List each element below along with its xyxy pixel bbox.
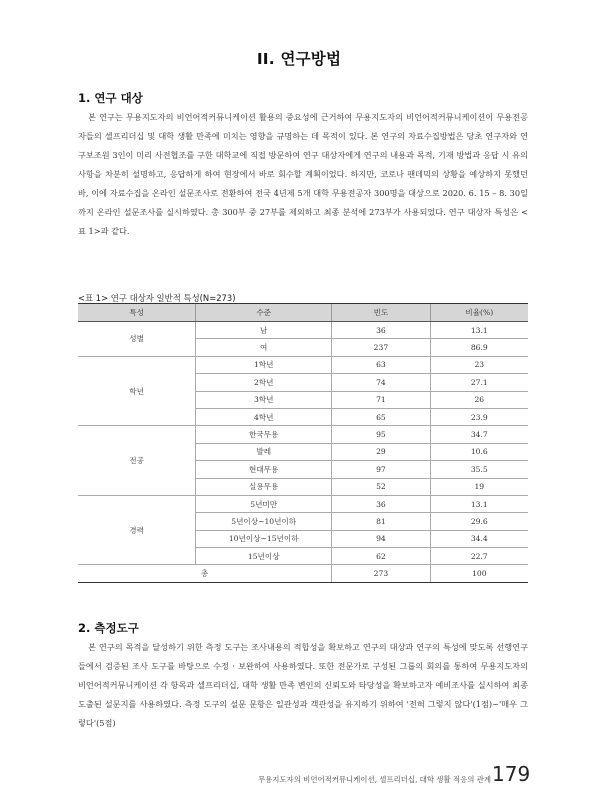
group-experience: 경력 [78, 495, 196, 565]
table-row [78, 426, 528, 443]
percentage-cell: 13.1 [430, 322, 528, 339]
level-cell: 현대무용 [196, 461, 332, 478]
level-cell: 5년이상~10년이하 [196, 513, 332, 530]
section-heading-measurement-tools: 2. 측정도구 [78, 621, 139, 635]
percentage-cell: 86.9 [430, 339, 528, 356]
percentage-cell: 23.9 [430, 408, 528, 425]
level-cell: 여 [196, 339, 332, 356]
frequency-cell: 52 [332, 478, 430, 495]
demographics-table [78, 303, 528, 583]
total-frequency: 273 [332, 565, 430, 582]
percentage-cell: 10.6 [430, 443, 528, 460]
frequency-cell: 95 [332, 426, 430, 443]
frequency-cell: 62 [332, 548, 430, 565]
frequency-cell: 36 [332, 322, 430, 339]
level-cell: 3학년 [196, 391, 332, 408]
frequency-cell: 63 [332, 356, 430, 373]
percentage-cell: 34.7 [430, 426, 528, 443]
table-caption: <표 1> 연구 대상자 일반적 특성(N=273) [78, 293, 236, 303]
percentage-cell: 29.6 [430, 513, 528, 530]
percentage-cell: 19 [430, 478, 528, 495]
page-number: 179 [492, 762, 531, 786]
measurement-tools-paragraph: 본 연구의 목적을 달성하기 위한 측정 도구는 조사내용의 적합성을 확보하고 연구의 대상과 연구의 특성에 맞도록 선행연구들에서 검증된 조사 도구를 바탕으로 수정 · 보완하여 사용하였다. 또한 전문가로 구성된 그룹의 회의를 통하여 무용지도자의 비언어적커뮤니케이션 각 항목과 셀프리더십, 대학 생활 만족 변인의 신뢰도와 타당성을 확보하고자 예비조사를 실시하여 최종 도출된 설문지를 사용하였다. 측정 도구의 설문 문항은 일관성과 객관성을 유지하기 위하여 '전혀 그렇지 않다'(1점)~'매우 그렇다'(5점) [78, 642, 528, 728]
frequency-cell: 97 [332, 461, 430, 478]
table-total-row [78, 565, 528, 582]
frequency-cell: 74 [332, 374, 430, 391]
frequency-cell: 71 [332, 391, 430, 408]
research-subjects-paragraph: 본 연구는 무용지도자의 비언어적커뮤니케이션 활용의 중요성에 근거하여 무용지도자의 비언어적커뮤니케이션이 무용전공자들의 셀프리더십 및 대학 생활 만족에 미치는 영향을 규명하는 데 목적이 있다. 본 연구의 자료수집방법은 당초 연구자와 연구보조원 3인이 미리 사전협조를 구한 대학교에 직접 방문하여 연구 대상자에게 연구의 내용과 목적, 기재 방법과 응답 시 유의 사항을 차분히 설명하고, 응답하게 하여 현장에서 바로 회수할 계획이었다. 하지만, 코로나 팬데믹의 상황을 예상하지 못했던바, 이에 자료수집을 온라인 설문조사로 전환하여 전국 4년제 5개 대학 무용전공자 300명을 대상으로 2020. 6. 15 – 8. 30일까지 온라인 설문조사를 실시하였다. 총 300부 중 27부를 제외하고 최종 분석에 273부가 사용되었다. 연구 대상자 특성은 <표 1>과 같다. [78, 112, 528, 236]
running-title: 무용지도자의 비언어적커뮤니케이션, 셀프리더십, 대학 생활 적응의 관계 [258, 775, 491, 784]
percentage-cell: 26 [430, 391, 528, 408]
level-cell: 5년미만 [196, 495, 332, 512]
level-cell: 4학년 [196, 408, 332, 425]
level-cell: 발레 [196, 443, 332, 460]
level-cell: 남 [196, 322, 332, 339]
percentage-cell: 22.7 [430, 548, 528, 565]
table-row [78, 495, 528, 512]
table-header-row [78, 304, 528, 322]
percentage-cell: 35.5 [430, 461, 528, 478]
section-heading-research-subjects: 1. 연구 대상 [78, 91, 143, 105]
frequency-cell: 65 [332, 408, 430, 425]
percentage-cell: 13.1 [430, 495, 528, 512]
total-percentage: 100 [430, 565, 528, 582]
header-level: 수준 [196, 304, 332, 322]
group-gender: 성별 [78, 322, 196, 357]
chapter-title: II. 연구방법 [256, 50, 342, 68]
level-cell: 실용무용 [196, 478, 332, 495]
level-cell: 1학년 [196, 356, 332, 373]
total-label: 총 [78, 565, 332, 582]
frequency-cell: 29 [332, 443, 430, 460]
table-row [78, 356, 528, 373]
header-characteristic: 특성 [78, 304, 196, 322]
header-percentage: 비율(%) [430, 304, 528, 322]
frequency-cell: 94 [332, 530, 430, 547]
level-cell: 10년이상~15년이하 [196, 530, 332, 547]
percentage-cell: 23 [430, 356, 528, 373]
frequency-cell: 36 [332, 495, 430, 512]
group-major: 전공 [78, 426, 196, 496]
percentage-cell: 27.1 [430, 374, 528, 391]
group-grade: 학년 [78, 356, 196, 426]
header-frequency: 빈도 [332, 304, 430, 322]
level-cell: 15년이상 [196, 548, 332, 565]
frequency-cell: 81 [332, 513, 430, 530]
frequency-cell: 237 [332, 339, 430, 356]
level-cell: 한국무용 [196, 426, 332, 443]
percentage-cell: 34.4 [430, 530, 528, 547]
table-row [78, 322, 528, 339]
level-cell: 2학년 [196, 374, 332, 391]
